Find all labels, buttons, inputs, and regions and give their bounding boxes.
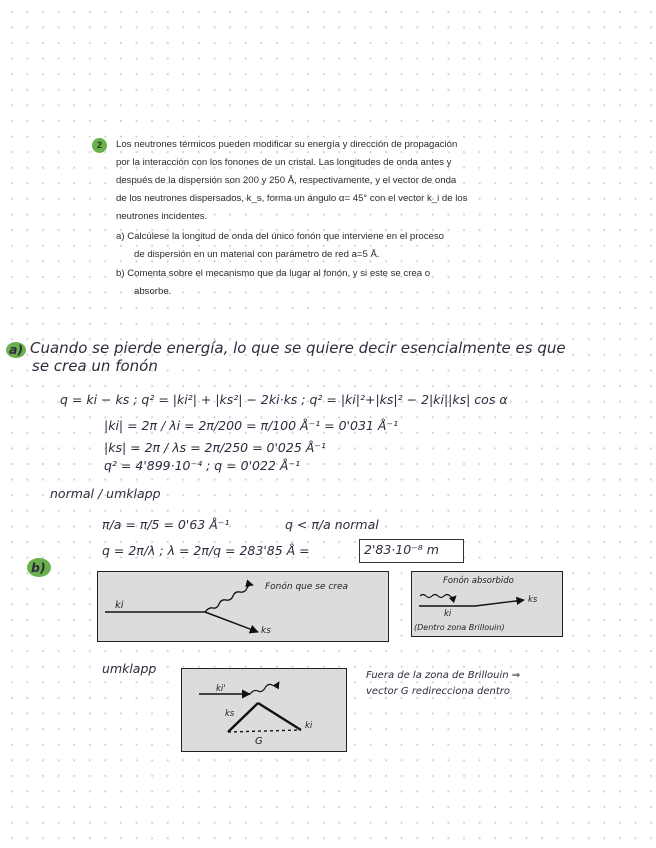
question-sub-a-1: a) Calcúlese la longitud de onda del único fonón que interviene en el proceso <box>116 231 445 242</box>
diagram3-ks-label: ks <box>225 709 235 719</box>
diagram3-phonon-wave <box>250 682 279 694</box>
question-line-3: después de la dispersión son 200 y 250 Å, respectivamente, y el vector de onda <box>116 175 457 186</box>
diagram3-ks-vector <box>228 703 258 732</box>
question-sub-b-2: absorbe. <box>134 286 172 297</box>
answer-a-intro-1: Cuando se pierde energía, lo que se quiere decir esencialmente es que <box>30 339 566 357</box>
answer-a-intro-2: se crea un fonón <box>32 357 158 375</box>
diagram2-ks-vector <box>475 600 524 606</box>
result-value: 2'83·10⁻⁸ m <box>364 542 439 557</box>
diagram1-ks-vector <box>205 612 258 632</box>
equation-5: π/a = π/5 = 0'63 Å⁻¹ <box>102 517 230 532</box>
diagram2-top-label: Fonón absorbido <box>443 576 514 586</box>
question-sub-b-1: b) Comenta sobre el mecanismo que da lugar al fonón, y si este se crea o <box>116 268 431 279</box>
umklapp-note-2: vector G redirecciona dentro <box>366 686 511 697</box>
diagram2-phonon-wave <box>420 595 456 598</box>
diagram2-ki-label: ki <box>444 609 452 619</box>
answer-b-tag: b) <box>31 560 46 575</box>
diagram2-bottom-label: (Dentro zona Brillouin) <box>414 623 505 632</box>
diagram3-G-vector <box>228 730 301 732</box>
normal-umklapp-label: normal / umklapp <box>50 486 161 501</box>
answer-a-tag: a) <box>9 342 24 357</box>
diagram3-ki-prime-label: ki' <box>216 684 226 694</box>
question-line-5: neutrones incidentes. <box>116 211 208 222</box>
question-sub-a-2: de dispersión en un material con parámetro de red a=5 Å. <box>134 249 380 260</box>
diagram2-ks-label: ks <box>528 595 538 605</box>
question-line-4: de los neutrones dispersados, k_s, forma un ángulo α= 45° con el vector k_i de los <box>116 193 468 204</box>
diagram1-ki-label: ki <box>115 600 124 611</box>
diagram1-phonon-wave <box>205 585 253 612</box>
diagram3-G-label: G <box>255 736 263 747</box>
question-line-2: por la interacción con los fonones de un cristal. Las longitudes de onda antes y <box>116 157 452 168</box>
equation-4: q² = 4'899·10⁻⁴ ; q = 0'022 Å⁻¹ <box>104 458 300 473</box>
question-number-badge: 2 <box>92 138 107 153</box>
question-line-1: Los neutrones térmicos pueden modificar su energía y dirección de propagación <box>116 139 458 150</box>
equation-2: |ki| = 2π / λi = 2π/200 = π/100 Å⁻¹ = 0'031 Å⁻¹ <box>104 418 398 433</box>
diagram1-phonon-label: Fonón que se crea <box>265 582 349 592</box>
equation-6: q = 2π/λ ; λ = 2π/q = 283'85 Å = <box>102 543 310 558</box>
umklapp-label: umklapp <box>102 661 157 676</box>
diagram3-ki-label: ki <box>305 721 313 731</box>
diagram1-ks-label: ks <box>261 626 271 636</box>
diagram3-ki-vector <box>258 703 301 730</box>
equation-3: |ks| = 2π / λs = 2π/250 = 0'025 Å⁻¹ <box>104 440 326 455</box>
umklapp-note-1: Fuera de la zona de Brillouin ⇒ <box>366 670 521 681</box>
equation-1: q = ki − ks ; q² = |ki²| + |ks²| − 2ki·ks ; q² = |ki|²+|ks|² − 2|ki||ks| cos α <box>60 392 508 407</box>
normal-condition: q < π/a normal <box>285 517 379 532</box>
